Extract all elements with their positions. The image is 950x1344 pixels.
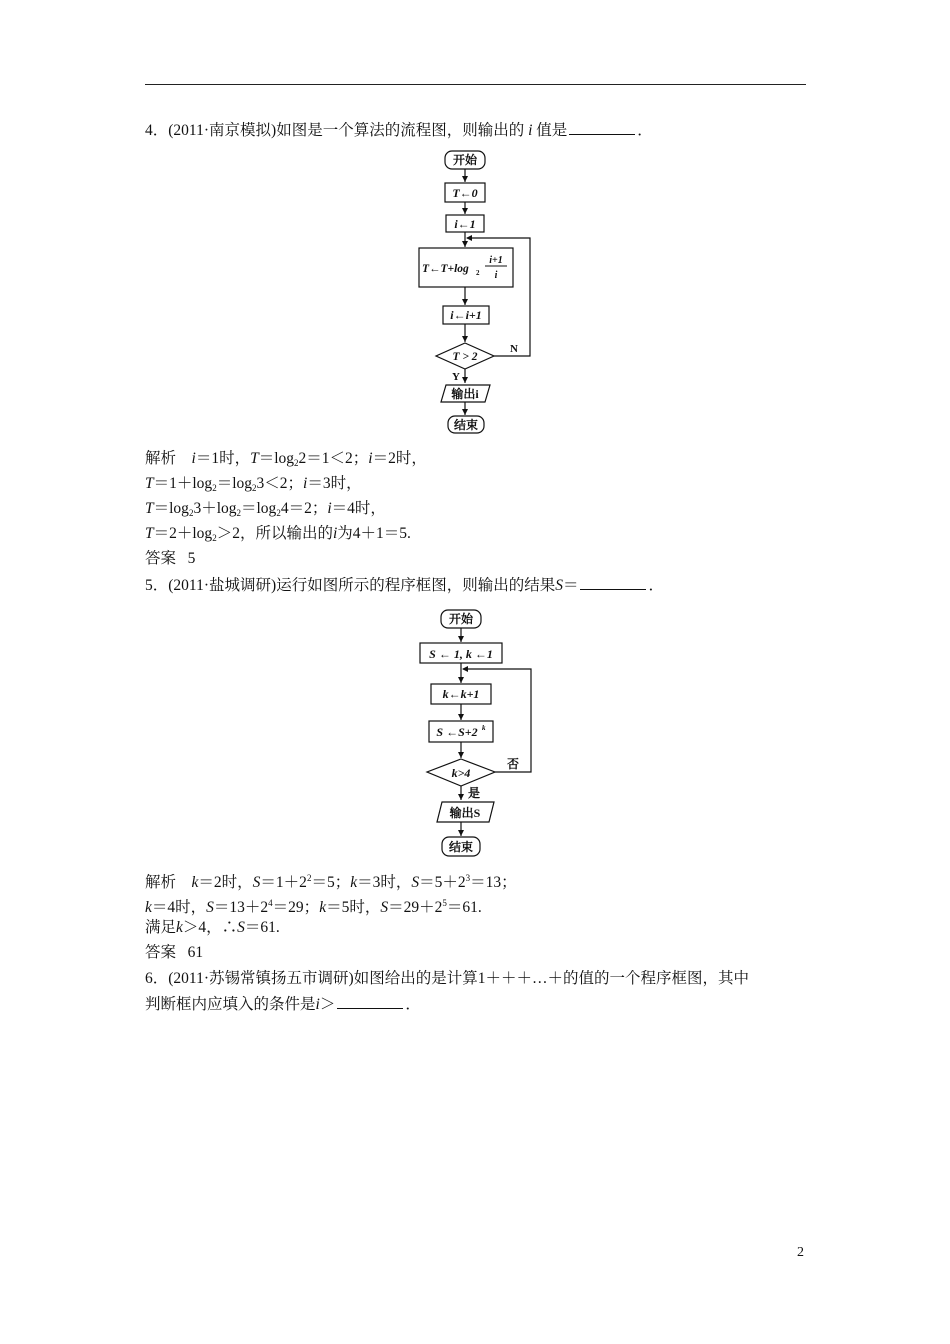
fc4-end-text: 结束	[453, 418, 479, 432]
problem5-solution-line2: k＝4时，$S=13+2^4=29$；k＝5时，$S=29+2^5=61$.	[145, 898, 482, 916]
fc4-frac-den: i	[494, 270, 498, 281]
problem4-solution-line2: $T=1+\log_2=\log_23<2$；i＝3时，	[145, 475, 362, 493]
fc4-frac-num: i+1	[489, 255, 503, 266]
problem5-answer: 答案 61	[145, 944, 204, 961]
problem4-solution-line1: 解析 i＝1时，$T=\log_22=1<2$；i＝2时，	[145, 450, 427, 468]
fc5-update-text: S ←S+2	[436, 725, 478, 739]
problem4-solution-line3: $T=\log_23+\log_2=\log_24=2$；i＝4时，	[145, 500, 386, 518]
fc4-update-sub: 2	[476, 269, 480, 277]
fc4-init-i-text: i←1	[454, 217, 476, 231]
answer-blank	[337, 996, 403, 1009]
fc5-no-label: 否	[507, 757, 520, 771]
fc5-init-text: S ← 1, k ←1	[429, 647, 493, 661]
problem5-question: 5．(2011·盐城调研)运行如图所示的程序框图，则输出的结果S＝ ．	[145, 577, 664, 594]
page-number: 2	[797, 1245, 804, 1260]
problem4-solution-line4: $T=2+\log_2>2$，所以输出的i为4＋1＝5.	[145, 525, 411, 543]
problem4-question: 4．(2011·南京模拟)如图是一个算法的流程图，则输出的 i 值是 ．	[145, 122, 653, 139]
problem6-question-line1: 6．(2011·苏锡常镇扬五市调研)如图给出的是计算1＋＋＋…＋的值的一个程序框图，其中	[145, 970, 749, 987]
problem5-solution-line1: 解析 k＝2时，$S=1+2^2=5$；k＝3时，$S=5+2^3=13$；	[145, 873, 517, 891]
fc5-output-text: 输出S	[449, 806, 481, 820]
fc4-output-text: 输出i	[451, 387, 479, 401]
fc5-update-sup: k	[482, 724, 486, 732]
problem6-question-line2: 判断框内应填入的条件是i＞ ．	[145, 996, 421, 1013]
fc4-no-label: N	[510, 343, 518, 355]
fc4-start-text: 开始	[452, 153, 478, 167]
fc4-incr-text: i←i+1	[450, 308, 482, 322]
problem5-solution-line3: 满足k＞4，∴S＝61.	[145, 919, 280, 936]
fc5-condition-text: k>4	[451, 766, 471, 780]
fc5-start-text: 开始	[448, 612, 474, 626]
fc5-end-text: 结束	[448, 840, 474, 854]
fc4-init-t-text: T←0	[452, 186, 478, 200]
fc4-update-text: T←T+log	[422, 263, 469, 275]
problem4-answer: 答案 5	[145, 550, 196, 567]
fc4-condition-text: T > 2	[452, 351, 478, 363]
fc5-incr-text: k←k+1	[442, 687, 480, 701]
fc5-yes-label: 是	[468, 786, 481, 800]
fc4-yes-label: Y	[452, 371, 460, 383]
